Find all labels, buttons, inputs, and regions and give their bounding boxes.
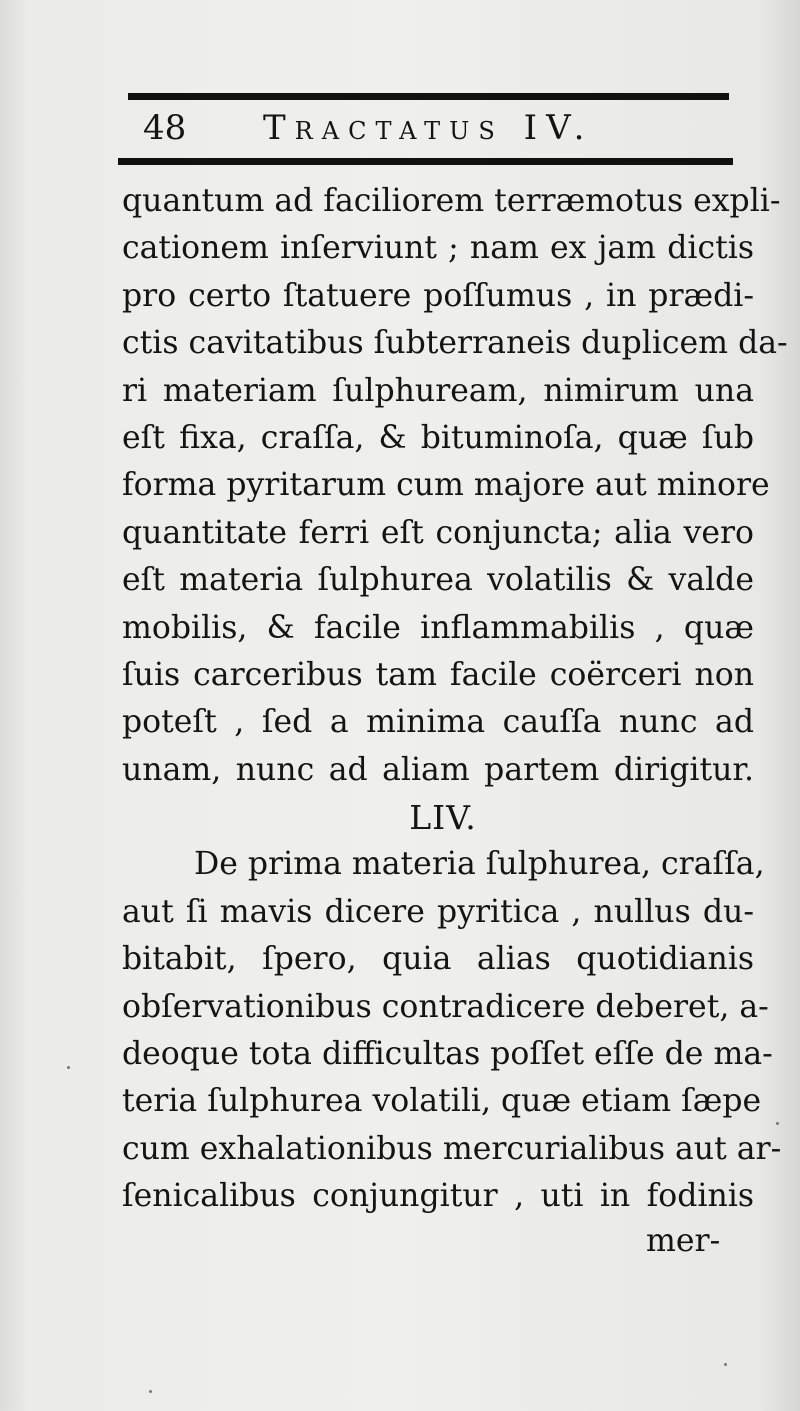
text-line: quantum ad faciliorem terræmotus expli- (122, 183, 781, 219)
section-heading: LIV. (409, 798, 477, 838)
paragraph-first-line: De prima materia ſulphurea, craſſa, (194, 846, 765, 883)
header-top-rule (128, 93, 729, 100)
text-line: cationem inſerviunt ; nam ex jam dictis (122, 230, 754, 267)
text-line: pro certo ſtatuere poſſumus , in prædi- (122, 277, 754, 314)
paper-speck (149, 1390, 152, 1393)
text-line: poteſt , ſed a minima cauſſa nunc ad (122, 704, 754, 741)
text-line: teria ſulphurea volatili, quæ etiam ſæpe (122, 1083, 762, 1120)
text-line: eſt materia ſulphurea volatilis & valde (122, 562, 754, 599)
text-line: obſervationibus contradicere deberet, a- (122, 988, 769, 1025)
page-header (143, 106, 743, 154)
text-line: mobilis, & facile inflammabilis , quæ (122, 609, 754, 646)
text-line: forma pyritarum cum majore aut minore (122, 467, 770, 504)
text-line: quantitate ferri eſt conjuncta; alia vero (122, 514, 754, 551)
text-line: ctis cavitatibus ſubterraneis duplicem da- (122, 325, 788, 362)
paper-speck (67, 1066, 70, 1069)
text-line: bitabit, ſpero, quia alias quotidianis (122, 941, 754, 978)
text-line: unam, nunc ad aliam partem dirigitur. (122, 751, 754, 788)
body-text (122, 178, 788, 1221)
text-line: aut ſi mavis dicere pyritica , nullus du- (122, 893, 754, 930)
text-line: ſuis carceribus tam facile coërceri non (122, 656, 754, 693)
text-line: ſenicalibus conjungitur , uti in fodinis (122, 1178, 754, 1215)
text-line: eſt fixa, craſſa, & bituminoſa, quæ ſub (122, 419, 754, 456)
text-line: ri materiam ſulphuream, nimirum una (122, 372, 754, 409)
header-bottom-rule (118, 158, 733, 165)
paper-speck (724, 1363, 727, 1366)
running-title: Tractatus IV. (263, 108, 594, 148)
text-line: cum exhalationibus mercurialibus aut ar- (122, 1130, 782, 1167)
text-line: deoque tota difficultas poſſet eſſe de ma- (122, 1036, 773, 1073)
paper-speck (776, 1122, 779, 1125)
page-number: 48 (143, 108, 187, 148)
catchword: mer- (646, 1223, 721, 1259)
